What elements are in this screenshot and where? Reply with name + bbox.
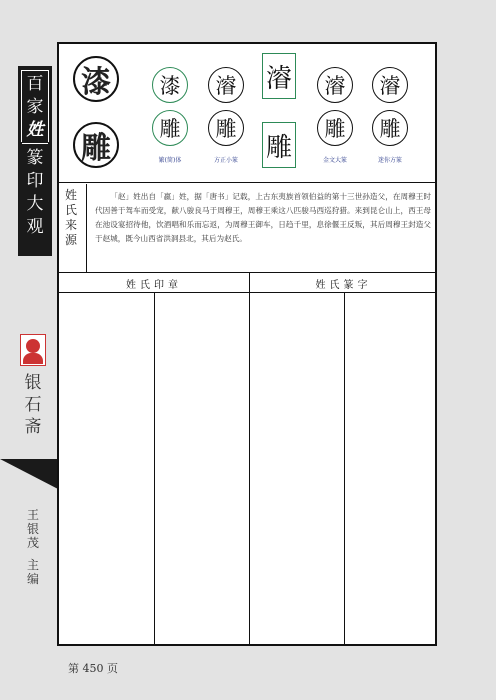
studio-char: 银 xyxy=(24,373,42,393)
origin-label-char: 氏 xyxy=(65,203,78,217)
series-title xyxy=(18,66,52,256)
variant-glyph: 漆 xyxy=(152,67,188,103)
seal-column-header: 姓氏印章 xyxy=(126,279,182,291)
main-char-top: 漆 xyxy=(73,56,119,102)
series-divider xyxy=(22,143,48,144)
variant-glyph: 𣿰 xyxy=(208,67,244,103)
variant-caption: 繁(简)体 xyxy=(158,157,182,164)
variant-glyph: 雕 xyxy=(262,122,296,168)
variant-glyph: 雕 xyxy=(372,110,408,146)
title-char: 篆 xyxy=(26,148,44,168)
decorative-ribbon xyxy=(0,459,58,489)
author-role-char: 主 xyxy=(26,558,39,572)
series-name-box xyxy=(21,70,49,142)
origin-bottom-divider xyxy=(59,272,435,273)
script-column-divider xyxy=(344,292,345,646)
variant-glyph: 雕 xyxy=(317,110,353,146)
origin-divider xyxy=(86,184,87,272)
studio-char: 石 xyxy=(24,395,42,415)
author-char: 王 xyxy=(26,508,39,522)
variant-caption: 金文大篆 xyxy=(322,157,348,164)
origin-text: 「赵」姓出自「嬴」姓，据「唐书」记载，上古东夷族首领伯益的第十三世孙造父，在周穆王时代因善于驾车而受宠，献八骏良马于周穆王，周穆王乘这八匹骏马西巡狩猎。来到昆仑山上，西王母在池设宴招待他，饮酒唱和乐而忘返，为周穆王御车，日趋千里，息徐偃王反叛，其后周穆王封造父于赵城，既今山西省洪洞县北，其后为赵氏。 xyxy=(95,192,431,243)
seal-column-divider xyxy=(154,292,155,646)
author-char: 茂 xyxy=(26,536,39,550)
variant-caption: 方正小篆 xyxy=(213,157,239,164)
page-frame xyxy=(57,42,437,646)
series-char: 家 xyxy=(26,97,44,117)
title-char: 大 xyxy=(26,194,44,214)
main-char-bottom: 雕 xyxy=(73,122,119,168)
column-header-divider xyxy=(59,292,435,293)
author-credit xyxy=(22,508,44,586)
studio-name xyxy=(18,372,48,438)
header-divider xyxy=(59,182,435,183)
origin-label xyxy=(65,188,81,248)
author-char: 银 xyxy=(26,522,39,536)
page-number: 第 450 页 xyxy=(68,662,118,675)
script-column-header: 姓氏篆字 xyxy=(315,279,372,291)
author-role-char: 编 xyxy=(26,572,39,586)
studio-char: 斋 xyxy=(24,417,42,437)
variant-glyph: 雕 xyxy=(208,110,244,146)
title-char: 观 xyxy=(26,217,44,237)
variant-caption: 迷你方篆 xyxy=(377,157,403,164)
series-char: 百 xyxy=(26,74,44,94)
variant-glyph: 𣿰 xyxy=(317,67,353,103)
variant-glyph: 雕 xyxy=(152,110,188,146)
origin-label-char: 姓 xyxy=(65,188,78,202)
variant-glyph: 𣿰 xyxy=(372,67,408,103)
title-char: 印 xyxy=(26,171,44,191)
center-divider xyxy=(249,272,250,646)
origin-label-char: 源 xyxy=(65,233,78,247)
series-char: 姓 xyxy=(26,120,44,140)
author-portrait-icon xyxy=(20,334,46,366)
origin-label-char: 来 xyxy=(65,218,78,232)
variant-glyph: 𣿰 xyxy=(262,53,296,99)
